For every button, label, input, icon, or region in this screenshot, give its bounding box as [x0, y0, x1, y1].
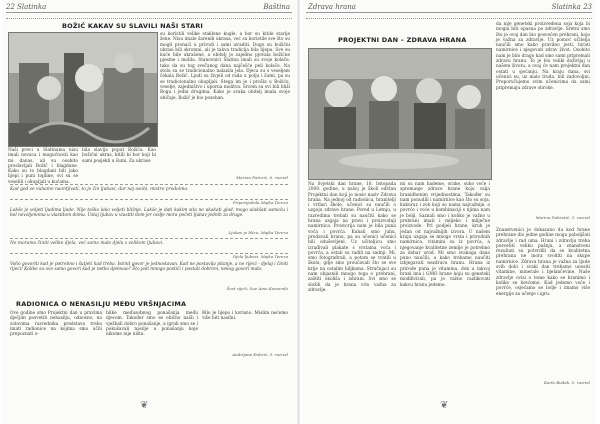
- article1-signature: Marina Pažurić, 6. razred: [236, 175, 288, 180]
- left-header-section: Baština: [263, 3, 290, 11]
- quote-4-signature: Šest riječi, Sue Ame Komorski: [226, 286, 288, 291]
- header-divider: [306, 12, 592, 19]
- article1-col-a: Naši preci u Slatinama nisu imali novaca i mogućnosti kao mi danas, ali su osobito proslavljali Božić i blagdane. Kako su to blagdani bili jako lijepi i puni topline, svi su se veselili i okupljali u kućama.: [8, 148, 78, 185]
- article1-title: BOŽIĆ KAKAV SU SLAVILI NAŠI STARI: [62, 22, 204, 30]
- page-gutter: [297, 0, 300, 424]
- ornament-icon: ❦: [140, 400, 149, 411]
- article1-photo: [8, 32, 158, 147]
- article-col-c-signature-2: Karlo Budak, 5. razred: [543, 380, 590, 385]
- left-header-title: 22 Slatinka: [6, 3, 47, 11]
- article2-col-c: Bilo je lijepo i korisno. Mislim nećemo više biti nasilni.: [202, 311, 288, 322]
- article-col-b: mi su nam bademe, orahe, suho voće i spremanje zdrave hrane koju valja hranidbenim vrijednostima. Također su nam ponudili i namirnice kao što su soja, kukuruz i zob koji su nama najvažnije, a povrće i voće u kombinaciji s njima nam je bolji. Saznali smo i koliko je važno u prehrani imati i mlijeko i mliječne proizvode. Pri podjeli hrane, kruh je jedan od najvažnijih izvora. U našem kraju uzgaja se mnogo vrsta i prirodnih namirnica, vitamini su iz povrća, a njegovanje kvalitetne zemlje je potrebno za dobar urod. Mi smo svakoga dana puno naučili, a kako trebamo naučiti izbjegavati nezdravu hranu. Hrana iz prirode puna je vitamina, dok u takvoj hrani ima i GMO hrane koju su genetski modificirali, pa je važno razlikovati kakvu hranu jedemo.: [400, 182, 490, 288]
- article1-col-b: bila slavlja poput Božića. Kao božićni ukras, kitili bi bor koji bi sami posjekli u šumi. Za ukrase: [82, 148, 156, 164]
- article-col-c-bottom: Znanstvenici je dokazano da kod hrane prehrane dio jedne godine mogu poboljšati zdravlje i rad uma. Hrani i zdravlju treba posvetiti veliku pažnju, a znanstveni rezultati su potvrdili da se kvalitetna prehrana ne mora svoditi na skupe namirnice. Zdrava hrana je važna za ljude svih dobi i svaki dan trebamo unositi vitamine, minerale i bjelančevine. Naše zdravlje ovisi o tome kako se hranimo i koliko se krećemo. Kad jedemo voće i povrće, osjećamo se bolje i imamo više energije za učenje i igru.: [496, 228, 590, 297]
- quote-2-signature: Ljubav je blizu, Majka Tereza: [228, 230, 288, 235]
- right-header-title: Slatinka 23: [551, 3, 592, 11]
- article2-col-a: Ove godine smo Projektni dan u pravima dječjim posvetili nenasilju, odnosno, na satovima razrednika predstava treba imati radionice na kojima smo učili prepoznati o-: [10, 311, 102, 338]
- quote-paragraph-4: Volio govoriti kad je potrebno i šutjeti kad treba. Istinit govor je jednostavan. Kad ne postavlja pitanje, a ne rijeci - djelaj i činiti rijeci! Kolike su ove samo govori kad je netko djelovao? Što jedi mnogo postići i postati dobrom, nekog govori malo.: [10, 262, 288, 273]
- article-col-a: Na Svjetski dan hrane, 16. listopada 2009. godine, u našoj je školi održan Projektni dan koji je nosio naziv Zdrava hrana. Na jednoj od radionica, hranitelji i vrtlari škole, učenici su naučili o uzgoju zdrave hrane. Pored u Letnju, u razredima trebali su naučiti kako se hrana uzgaja na pravi i proizvodnji namirnica. Prostorija nam je bila puna voća i povrća. Kuhali smo juhu, prodavali hranu, pa su učenici učenici bili oduševljeni. Uz učiteljicu smo izrađivali plakate s vrstama voća i povrća, a ostali su radili na sadnji. Mi, smo fotografirali, a potom se vratili u školu, gdje smo proučavali što se sve krije na ostalim biljkama. Stručnjaci su nam objasnili mnogo toga o prehrani, zaštiti okoliša i ishrani. Svi smo se složili da je hrana vrlo važna za zdravlje.: [308, 182, 396, 293]
- article2-title: RADIONICA O NENASILJU MEĐU VRŠNJACIMA: [16, 300, 187, 308]
- right-header-section: Zdrava hrana: [308, 3, 356, 11]
- article-col-c-signature: Marina Dobrotić, 5. razred: [535, 215, 590, 220]
- article2-signature: Andrijana Đubrić, 5. razred: [232, 352, 288, 357]
- left-page: [2, 0, 296, 424]
- header-divider: [6, 12, 292, 19]
- quote-box-1: Kad god se vuhamo naontjivati, to je čin ljubavi, dar naj osobi, mistro prodoima.: [10, 184, 288, 200]
- right-page: [302, 0, 596, 424]
- article1-col-right: su koristili velike staklene kugle, a bor su kitile starije žene. Nisu imale šarenih ukrasa, već su koristile sve što su mogli pronaći u prirodi i sami izraditi. Dugo su božićni ukrasi bili skromni, ali je takva tradicija bila lijepa. Sve su kuće bile ukrašene, a obitelj je zajedno pjevala božićne pjesme i molila. Stanovnici Slatina imali su svoje kolače, tako da su tog svečanog dana najčešće peli kolače. Na stolu su se tradicionalno nalazila jela. Djeca su s veseljem čekala Božić. Ljudi su živjeli od rada u polju i šumi, pa su se tradicionalno okupljali. Stega im je i prošla u Božiću, veselje, zajedništvo i uporna molitva. Srcem su svi bili bliži Bogu i jedni drugima. Kako je svaka obitelj imala svoje običaje, Božić je bio poseban.: [160, 32, 290, 101]
- quote-1-signature: Pripovijedala Majka Tereza: [232, 200, 288, 205]
- article-photo: [308, 48, 492, 180]
- article-col-c-top: da nije genetski proizvedena soja koja bi mogla biti opasna po zdravlje. Sretni smo što je ovaj dan bio posvećen prehrani, koja je važna za zdravlje. Uz pomoć učitelja naučili smo kako pravilno jesti, birati namirnice i njegovati zdrav život. Osobito nam je bilo drago kad smo sami pripremali zdravu hranu. To je bio veliki doživljaj u našem životu, a ovaj će nam projektni dan ostati u sjećanju. Na kraju dana, svi učenici su, uz malo truda, bili zadovoljni. Preporučujemo svim učenicima da sami pripremaju zdrave obroke.: [496, 22, 590, 91]
- quote-paragraph-2: Lakše je voljeti ljudima ljude. Nije teško lako voljeti bližnje. Lakše je dati kakim sita ne ukakati glad, mogo ulakšati samoću i bol nevoljenoma u vlastitom domu. Ustaj ljubav u vlastiti dom jer ovdje mora početi ljubav jednih za druge.: [10, 208, 288, 219]
- ornament-icon: ❦: [440, 400, 449, 411]
- quote-box-3: Ne moramo činiti velike djela, već samo male djela s velikom ljubavi.: [10, 238, 288, 254]
- article2-col-b: blike međusobnog ponašanja među djecom. Također smo se obično našli i vježbali dobro ponašanje, a igrali smo se i pokušavali nasilje u ponašanju koje nikome nije ništa.: [106, 311, 198, 338]
- article-title: PROJEKTNI DAN – ZDRAVA HRANA: [338, 36, 467, 44]
- quote-3-signature: Djela ljubavi, Majka Tereza: [232, 254, 288, 259]
